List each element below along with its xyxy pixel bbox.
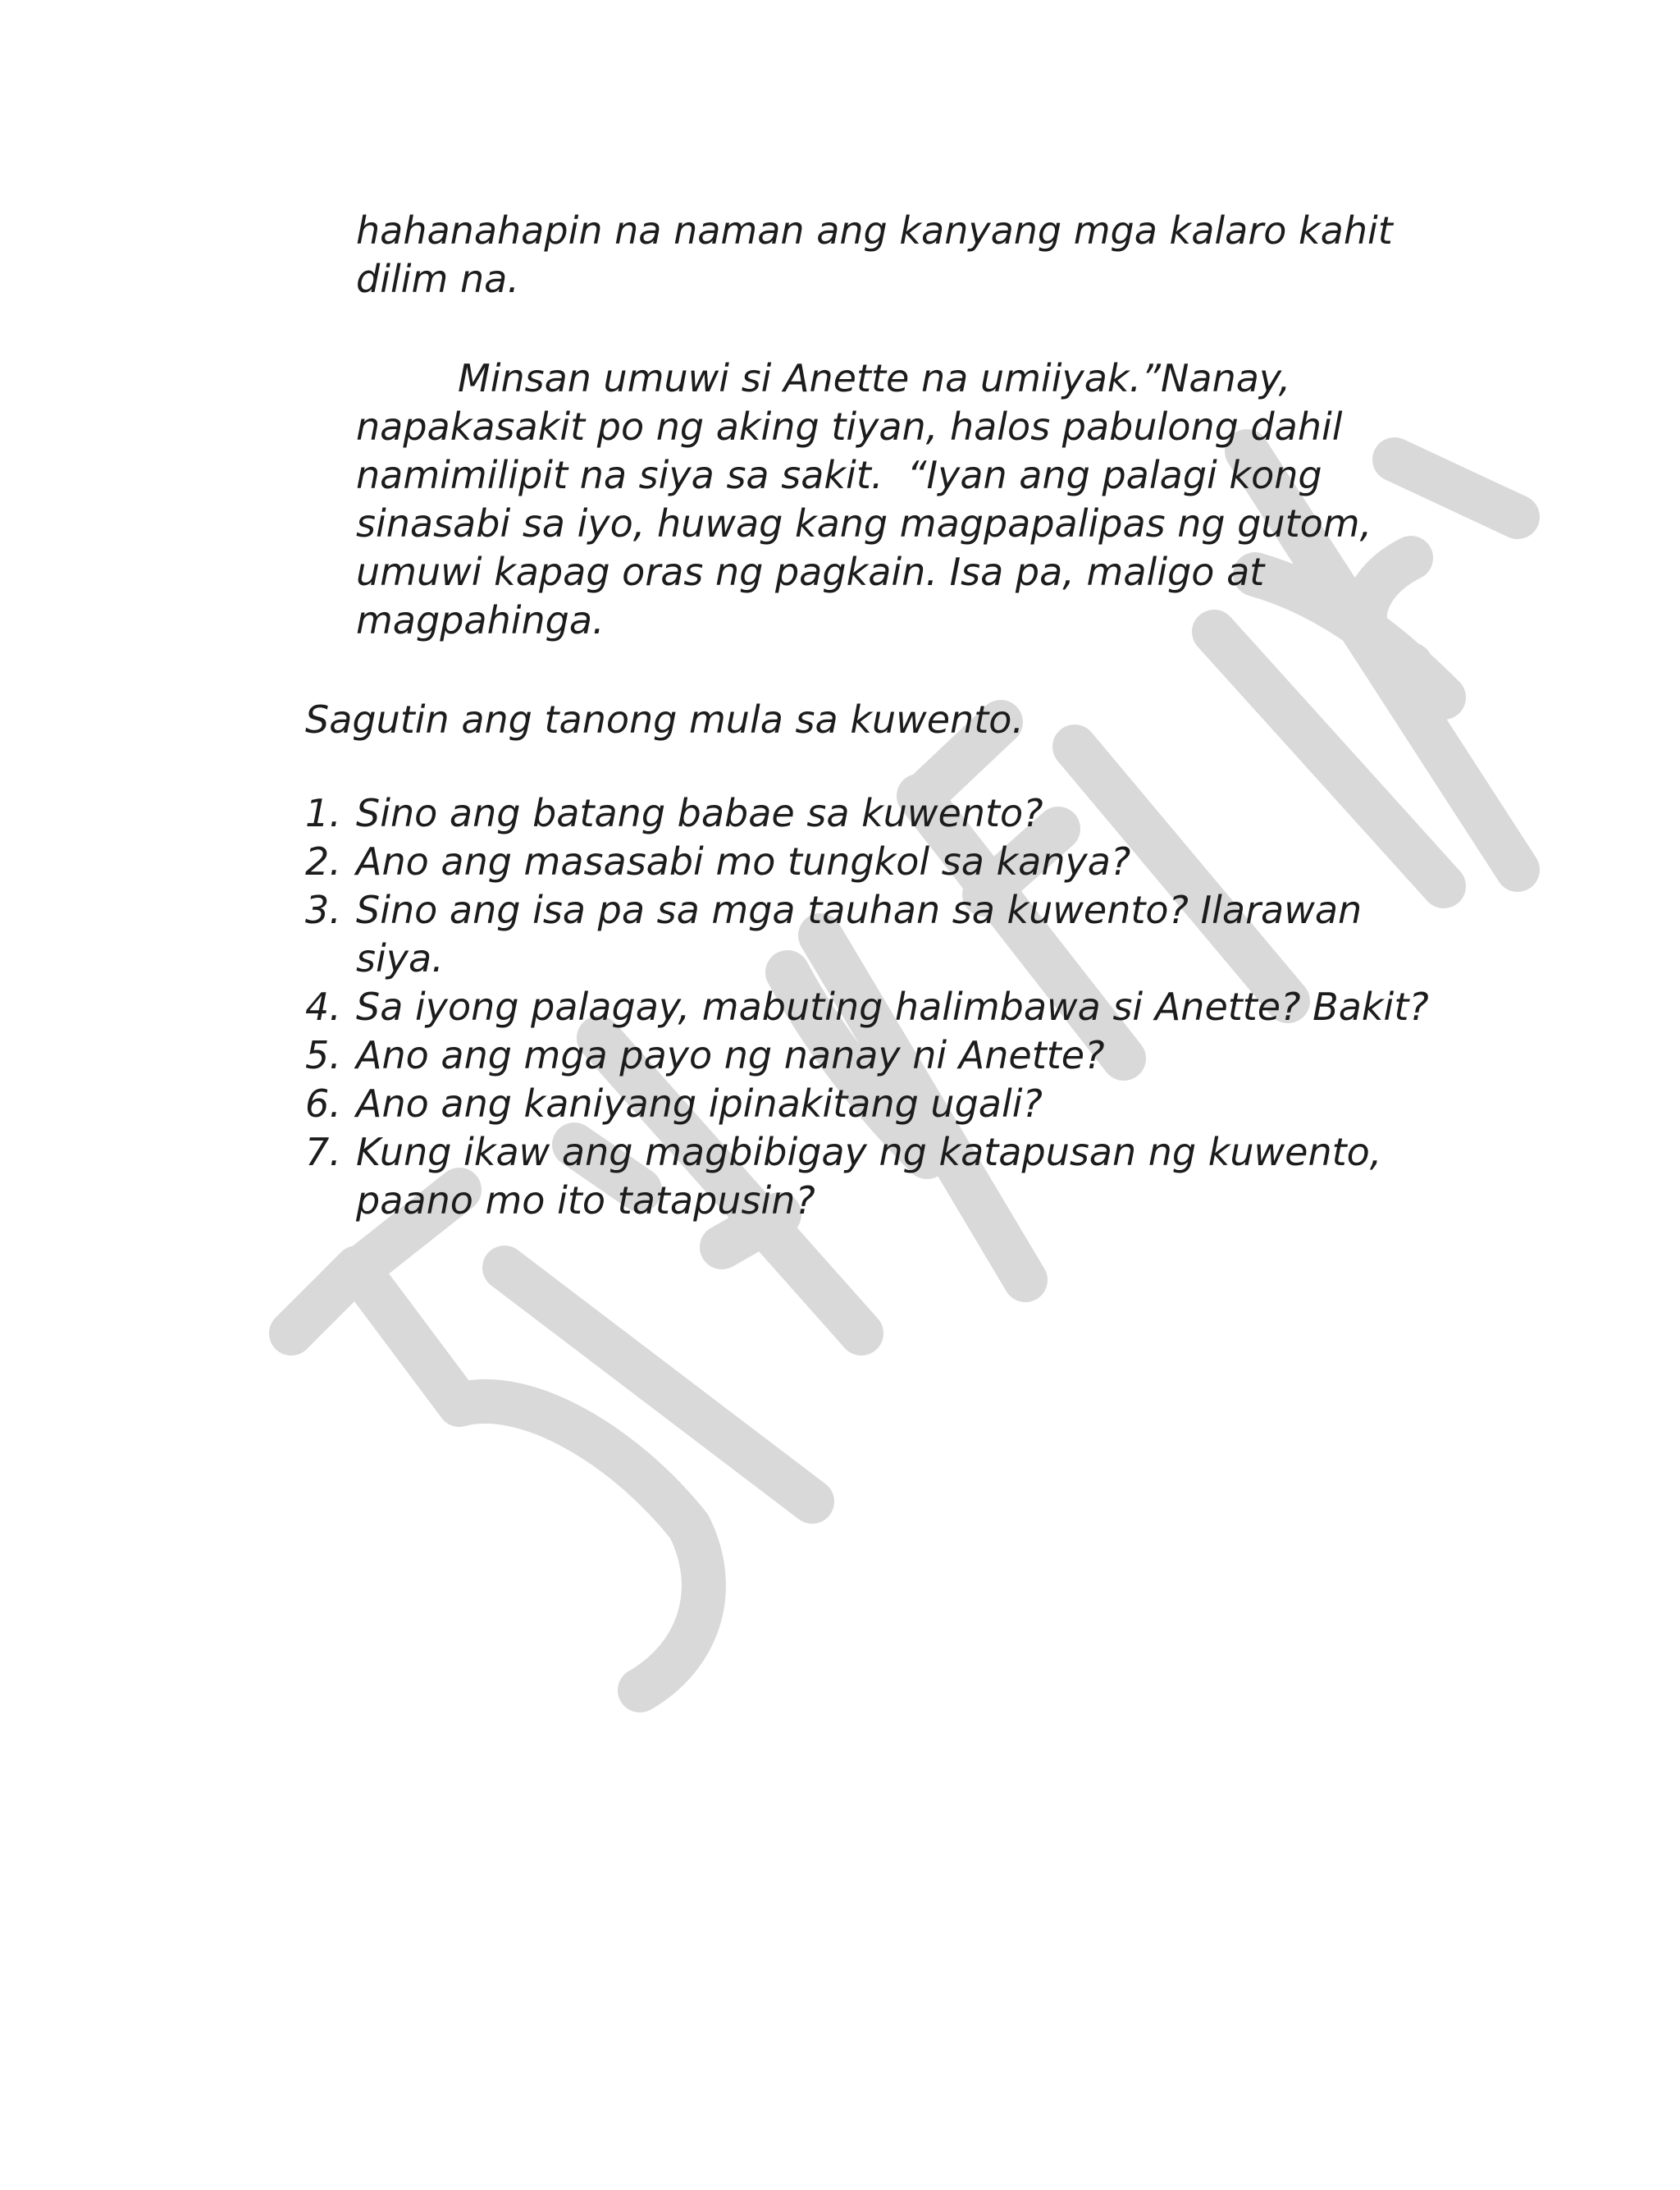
question-list xyxy=(305,789,1618,1225)
question-number: 3. xyxy=(305,888,341,932)
question-item xyxy=(305,838,1618,886)
question-item xyxy=(305,886,1618,983)
story-paragraph-1 xyxy=(356,207,1521,304)
story-line: namimilipit na siya sa sakit. “Iyan ang palagi kong xyxy=(356,453,1322,497)
question-text: Ano ang kaniyang ipinakitang ugali? xyxy=(356,1081,1043,1126)
story-line: sinasabi sa iyo, huwag kang magpapalipas ng gutom, xyxy=(356,501,1372,546)
question-text: Kung ikaw ang magbibigay ng katapusan ng kuwento, xyxy=(356,1130,1382,1174)
question-item xyxy=(305,1128,1618,1225)
question-item xyxy=(305,789,1618,838)
question-number: 1. xyxy=(305,791,341,835)
story-paragraph-2 xyxy=(356,354,1521,645)
question-number: 5. xyxy=(305,1033,341,1077)
story-line: umuwi kapag oras ng pagkain. Isa pa, maligo at xyxy=(356,550,1265,594)
question-item xyxy=(305,983,1618,1031)
question-number: 2. xyxy=(305,839,341,884)
question-number: 4. xyxy=(305,985,341,1029)
story-line: hahanahapin na naman ang kanyang mga kalaro kahit xyxy=(356,208,1393,253)
question-number: 6. xyxy=(305,1081,341,1126)
question-text: siya. xyxy=(356,936,444,981)
question-text: Sino ang batang babae sa kuwento? xyxy=(356,791,1043,835)
story-line: napakasakit po ng aking tiyan, halos pabulong dahil xyxy=(356,405,1343,449)
story-line: Minsan umuwi si Anette na umiiyak.”Nanay, xyxy=(458,356,1291,400)
instruction-text: Sagutin ang tanong mula sa kuwento. xyxy=(305,697,1024,742)
question-text: Ano ang mga payo ng nanay ni Anette? xyxy=(356,1033,1105,1077)
question-text: paano mo ito tatapusin? xyxy=(356,1178,815,1223)
question-text: Ano ang masasabi mo tungkol sa kanya? xyxy=(356,839,1131,884)
story-line: magpahinga. xyxy=(356,598,605,642)
question-text: Sino ang isa pa sa mga tauhan sa kuwento? Ilarawan xyxy=(356,888,1363,932)
question-number: 7. xyxy=(305,1130,341,1174)
question-item xyxy=(305,1031,1618,1080)
question-text: Sa iyong palagay, mabuting halimbawa si Anette? Bakit? xyxy=(356,985,1429,1029)
question-item xyxy=(305,1080,1618,1128)
story-line: dilim na. xyxy=(356,257,519,301)
